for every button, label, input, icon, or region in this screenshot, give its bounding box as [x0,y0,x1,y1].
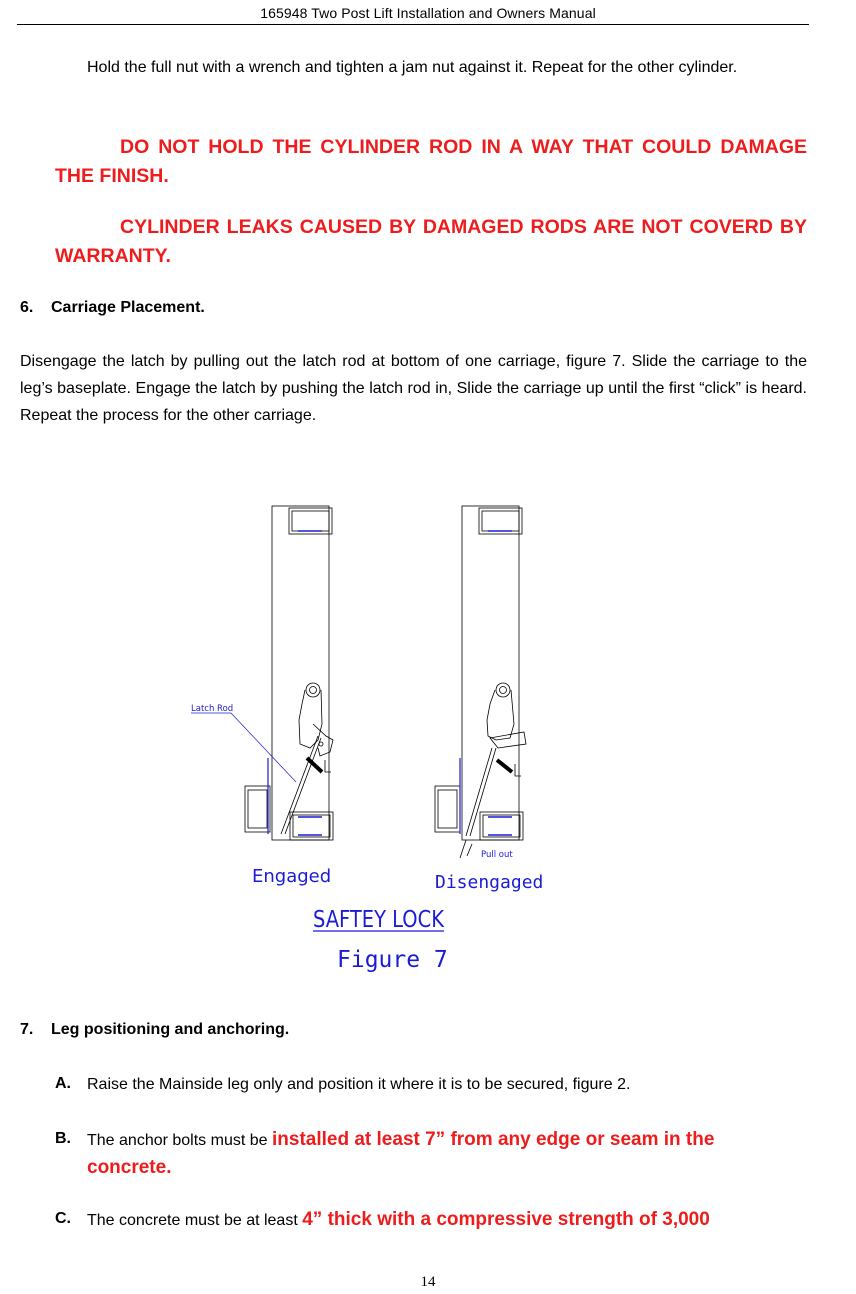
item-b-paragraph [87,1126,777,1182]
intro-paragraph: Hold the full nut with a wrench and tighten a jam nut against it. Repeat for the other cylinder. [87,59,738,76]
safety-lock-label: SAFTEY LOCK [313,907,445,933]
item-c-paragraph [87,1206,807,1234]
item-a-letter: A. [55,1075,71,1092]
item-c-letter: C. [55,1210,71,1227]
engaged-label: Engaged [252,866,332,887]
figure-caption: Figure 7 [337,947,448,973]
item-b-text: The anchor bolts must be [87,1132,268,1149]
section-6-title: Carriage Placement. [51,299,205,316]
section-6-body: Disengage the latch by pulling out the latch rod at bottom of one carriage, figure 7. Slide the carriage to the leg’s baseplate. Engage the latch by pushing the latch rod in, Slide the carriage up until the first “click” is heard. Repeat the process for the other carriage. [20,353,807,424]
warning-cylinder-rod: DO NOT HOLD THE CYLINDER ROD IN A WAY THAT COULD DAMAGE THE FINISH. [55,136,807,187]
engaged-leg-drawing [191,506,333,840]
item-b-emphasis: installed at least 7” from any edge or seam in the concrete. [87,1129,715,1178]
item-c-text: The concrete must be at least [87,1212,298,1229]
warning-warranty: CYLINDER LEAKS CAUSED BY DAMAGED RODS ARE NOT COVERD BY WARRANTY. [55,216,807,267]
item-a-text: Raise the Mainside leg only and position it where it is to be secured, figure 2. [87,1076,631,1093]
page-header: 165948 Two Post Lift Installation and Owners Manual [260,5,596,21]
page-number: 14 [420,1274,436,1290]
disengaged-leg-drawing [435,506,526,858]
disengaged-label: Disengaged [435,872,544,893]
item-b-letter: B. [55,1130,71,1147]
item-c-emphasis: 4” thick with a compressive strength of 3,000 [302,1209,710,1230]
section-7-number: 7. [20,1021,34,1038]
latch-rod-label: Latch Rod [191,704,234,714]
pull-out-label: Pull out [481,850,513,860]
section-7-title: Leg positioning and anchoring. [51,1021,290,1038]
section-6-number: 6. [20,299,34,316]
